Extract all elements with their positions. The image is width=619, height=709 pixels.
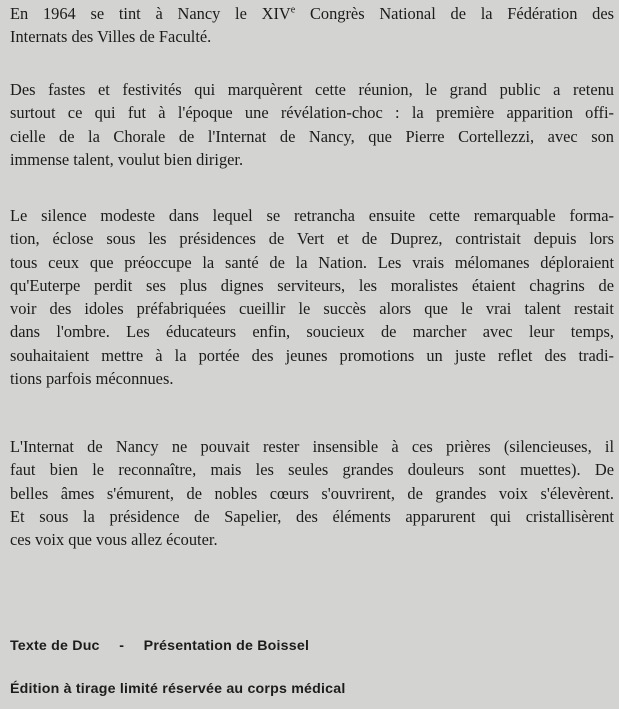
paragraph-line: cielle de la Chorale de l'Internat de Nancy, que Pierre Cortellezzi, avec son: [10, 126, 614, 146]
paragraph-line: faut bien le reconnaître, mais les seules grandes douleurs sont muettes). De: [10, 460, 614, 480]
edition-note: Édition à tirage limité réservée au corps médical: [10, 681, 346, 697]
paragraph-line: L'Internat de Nancy ne pouvait rester insensible à ces prières (silencieuses, il: [10, 437, 614, 456]
paragraph-intro: [10, 2, 614, 49]
credit-separator: -: [119, 638, 125, 654]
paragraph-line: tous ceux que préoccupe la santé de la Nation. Les vrais mélomanes déploraient: [10, 252, 614, 272]
paragraph-festivities: [10, 78, 614, 171]
paragraph-silence: [10, 204, 614, 390]
credits-line: [10, 638, 309, 654]
paragraph-line: Internats des Villes de Faculté.: [10, 27, 212, 47]
credit-text-author: Texte de Duc: [10, 638, 100, 654]
credit-presentation: Présentation de Boissel: [143, 638, 310, 654]
paragraph-line: dans l'ombre. Les éducateurs enfin, soucieux de marcher avec leur temps,: [10, 322, 614, 342]
paragraph-line: Et sous la présidence de Sapelier, des éléments apparurent qui cristallisèrent: [10, 506, 614, 526]
paragraph-line: surtout ce qui fut à l'époque une révélation-choc : la première apparition offi-: [10, 103, 614, 123]
paragraph-internat: [10, 435, 614, 551]
paragraph-line: Des fastes et festivités qui marquèrent cette réunion, le grand public a retenu: [10, 80, 614, 99]
paragraph-line: immense talent, voulut bien diriger.: [10, 149, 244, 169]
paragraph-line: En 1964 se tint à Nancy le XIVe Congrès National de la Fédération des: [10, 4, 614, 23]
paragraph-line: tion, éclose sous les présidences de Vert et de Duprez, contristait depuis lors: [10, 229, 614, 249]
paragraph-line: ces voix que vous allez écouter.: [10, 530, 218, 550]
paragraph-line: tions parfois méconnues.: [10, 369, 174, 389]
paragraph-line: voir des idoles préfabriquées cueillir le succès alors que le vrai talent restait: [10, 299, 614, 319]
paragraph-line: Le silence modeste dans lequel se retrancha ensuite cette remarquable forma-: [10, 206, 614, 225]
paragraph-line: souhaitaient mettre à la portée des jeunes promotions un juste reflet des tradi-: [10, 345, 614, 365]
ordinal-superscript: e: [290, 4, 296, 16]
liner-notes-page: [10, 0, 614, 709]
paragraph-line: qu'Euterpe perdit ses plus dignes serviteurs, les moralistes étaient chagrins de: [10, 275, 614, 295]
paragraph-line: belles âmes s'émurent, de nobles cœurs s'ouvrirent, de grandes voix s'élevèrent.: [10, 483, 614, 503]
